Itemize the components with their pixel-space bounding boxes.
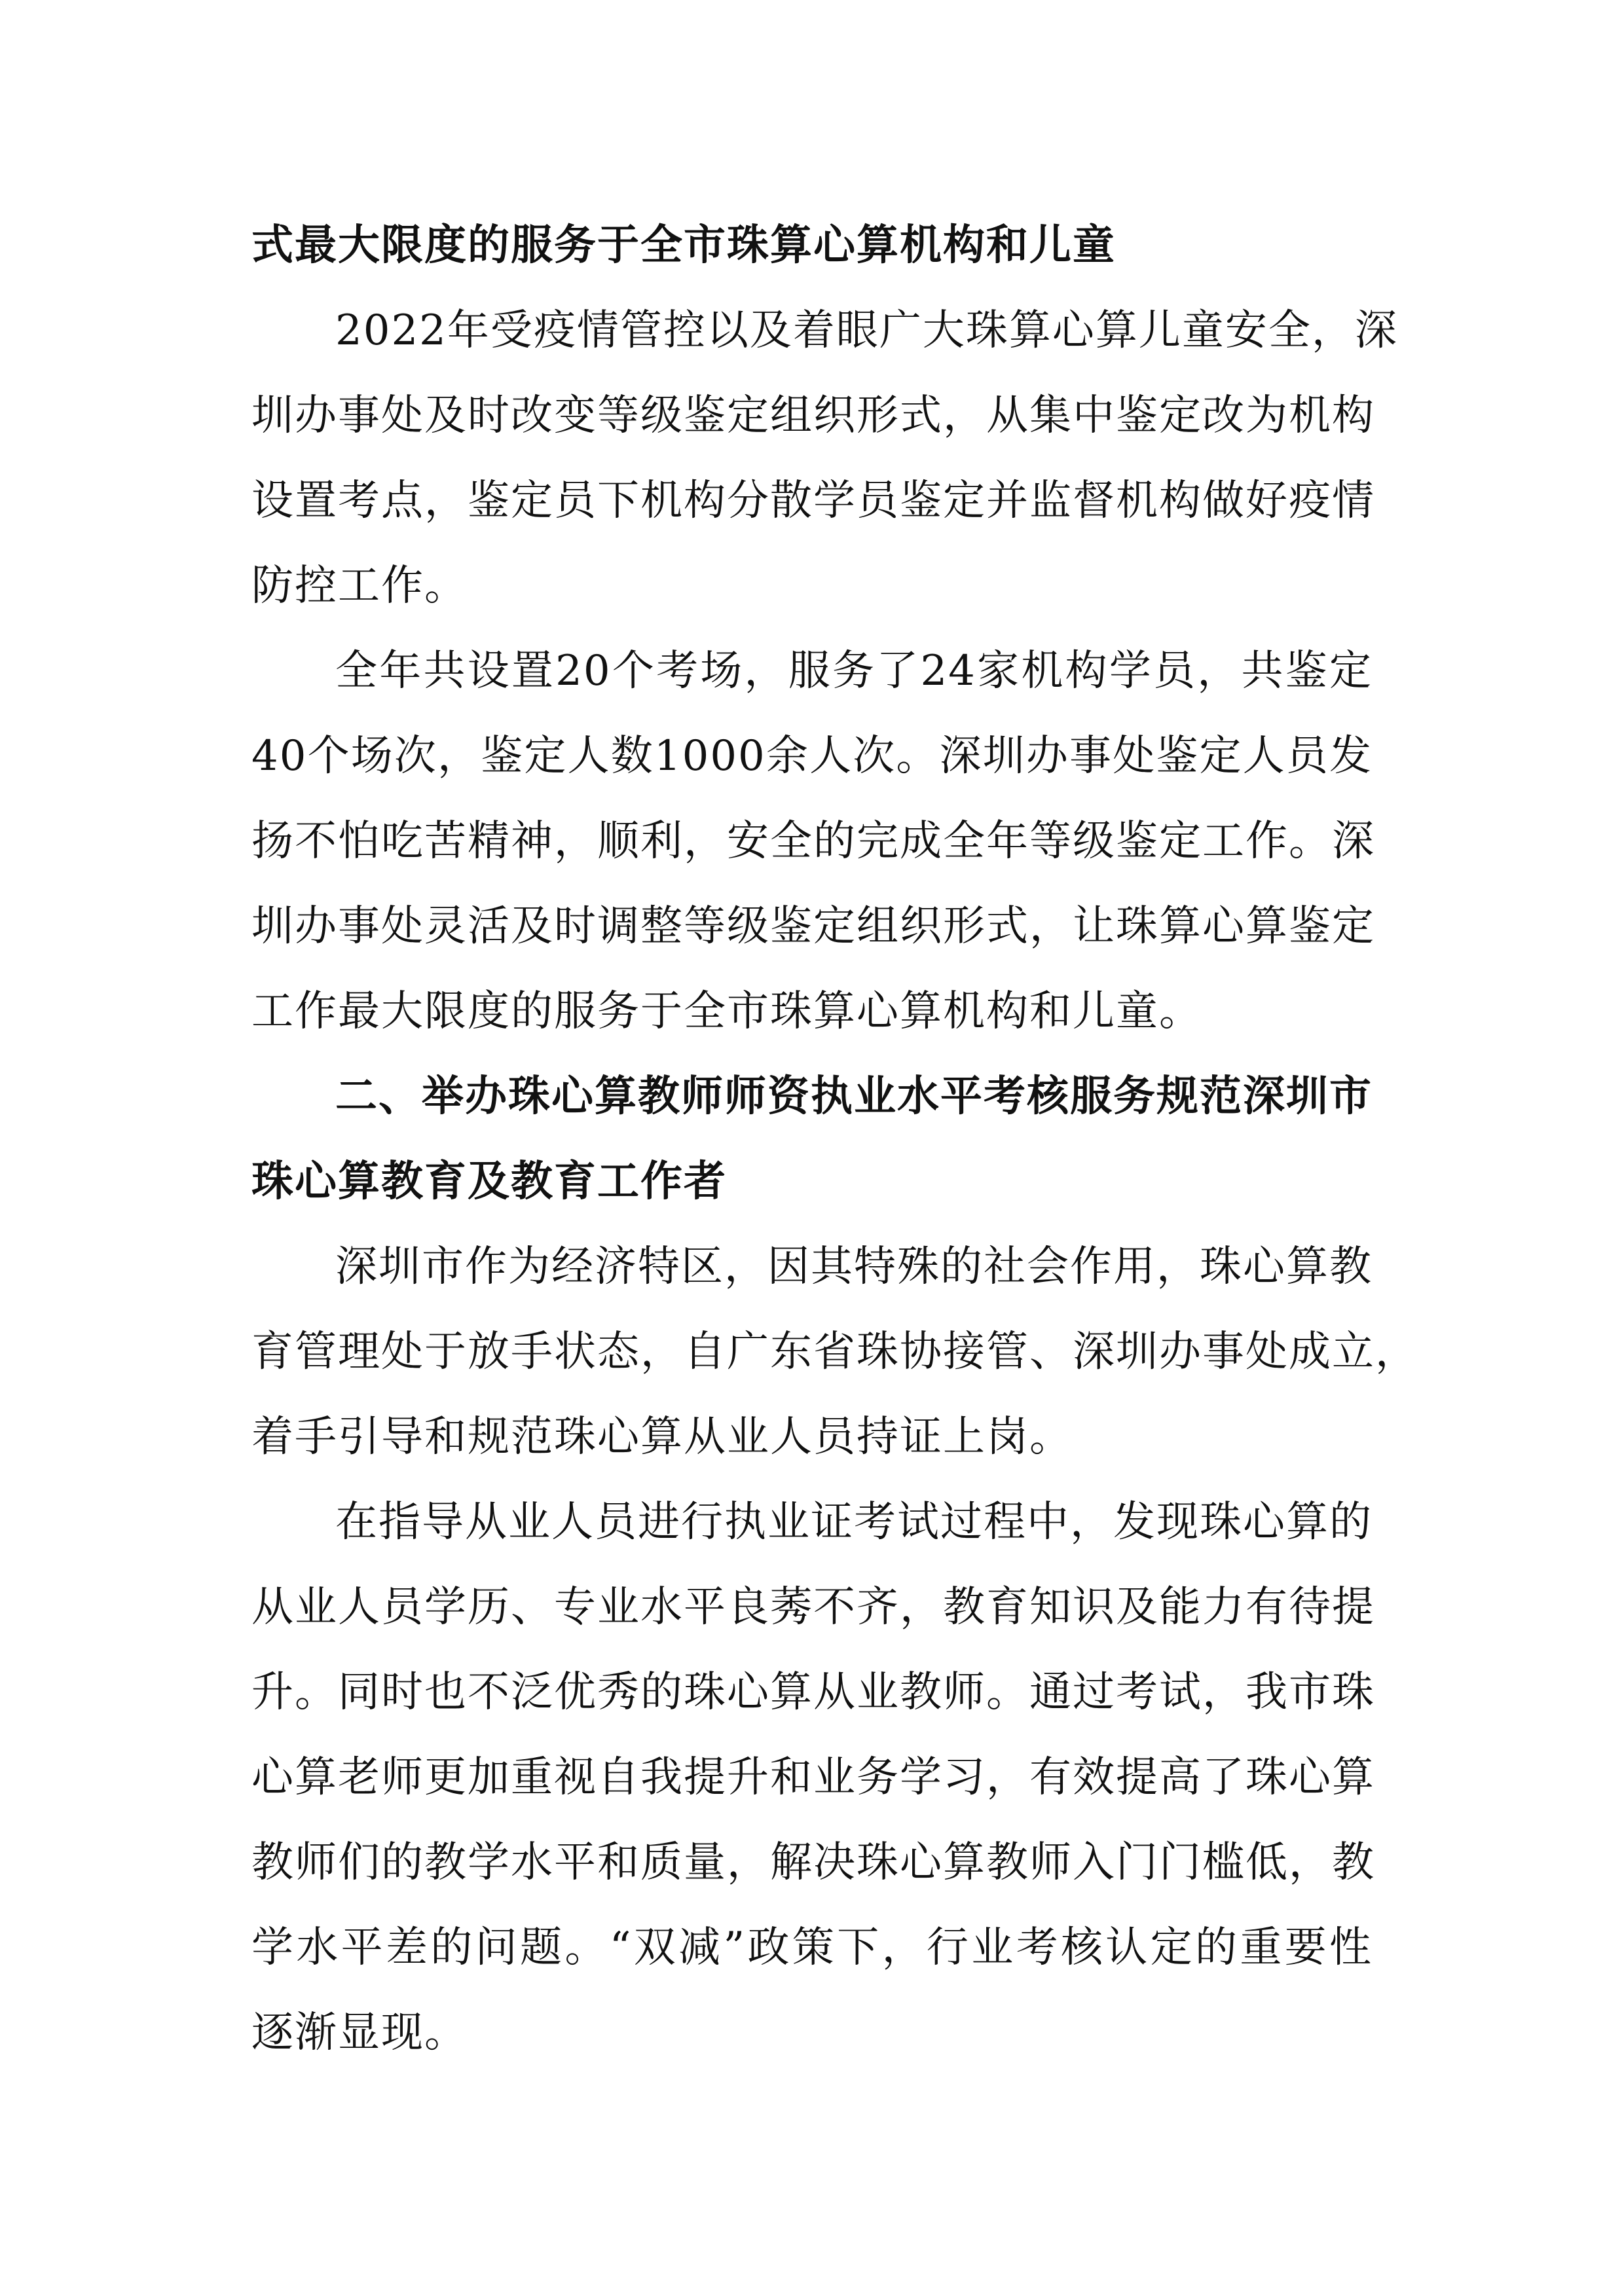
- paragraph-line: 工作最大限度的服务于全市珠算心算机构和儿童。: [251, 987, 1202, 1036]
- paragraph-line: 心算老师更加重视自我提升和业务学习，有效提高了珠心算: [251, 1753, 1375, 1802]
- paragraph-line: 着手引导和规范珠心算从业人员持证上岗。: [251, 1413, 1073, 1461]
- paragraph-line: 教师们的教学水平和质量，解决珠心算教师入门门槛低，教: [251, 1838, 1375, 1887]
- paragraph-line: 2022年受疫情管控以及着眼广大珠算心算儿童安全，深: [335, 306, 1398, 355]
- heading-continuation-line: 式最大限度的服务于全市珠算心算机构和儿童: [251, 221, 1116, 270]
- paragraph-line: 扬不怕吃苦精神，顺利，安全的完成全年等级鉴定工作。深: [251, 817, 1375, 866]
- paragraph-line: 设置考点，鉴定员下机构分散学员鉴定并监督机构做好疫情: [251, 477, 1375, 525]
- paragraph-line: 圳办事处灵活及时调整等级鉴定组织形式，让珠算心算鉴定: [251, 902, 1375, 951]
- paragraph-line: 40个场次，鉴定人数1000余人次。深圳办事处鉴定人员发: [251, 732, 1373, 780]
- paragraph-line: 育管理处于放手状态，自广东省珠协接管、深圳办事处成立，: [251, 1328, 1418, 1376]
- section-heading-line: 二、举办珠心算教师师资执业水平考核服务规范深圳市: [335, 1072, 1373, 1121]
- paragraph-line: 升。同时也不泛优秀的珠心算从业教师。通过考试，我市珠: [251, 1668, 1375, 1717]
- paragraph-line: 深圳市作为经济特区，因其特殊的社会作用，珠心算教: [335, 1243, 1373, 1291]
- paragraph-line: 学水平差的问题。“双减”政策下，行业考核认定的重要性: [251, 1923, 1373, 1972]
- paragraph-line: 防控工作。: [251, 562, 468, 610]
- document-body: [251, 203, 1418, 2075]
- section-heading-line: 珠心算教育及教育工作者: [251, 1157, 727, 1206]
- paragraph-line: 圳办事处及时改变等级鉴定组织形式，从集中鉴定改为机构: [251, 392, 1375, 440]
- paragraph-line: 逐渐显现。: [251, 2009, 468, 2057]
- paragraph-line: 全年共设置20个考场，服务了24家机构学员，共鉴定: [335, 647, 1373, 695]
- paragraph-line: 在指导从业人员进行执业证考试过程中，发现珠心算的: [335, 1498, 1373, 1546]
- paragraph-line: 从业人员学历、专业水平良莠不齐，教育知识及能力有待提: [251, 1583, 1375, 1631]
